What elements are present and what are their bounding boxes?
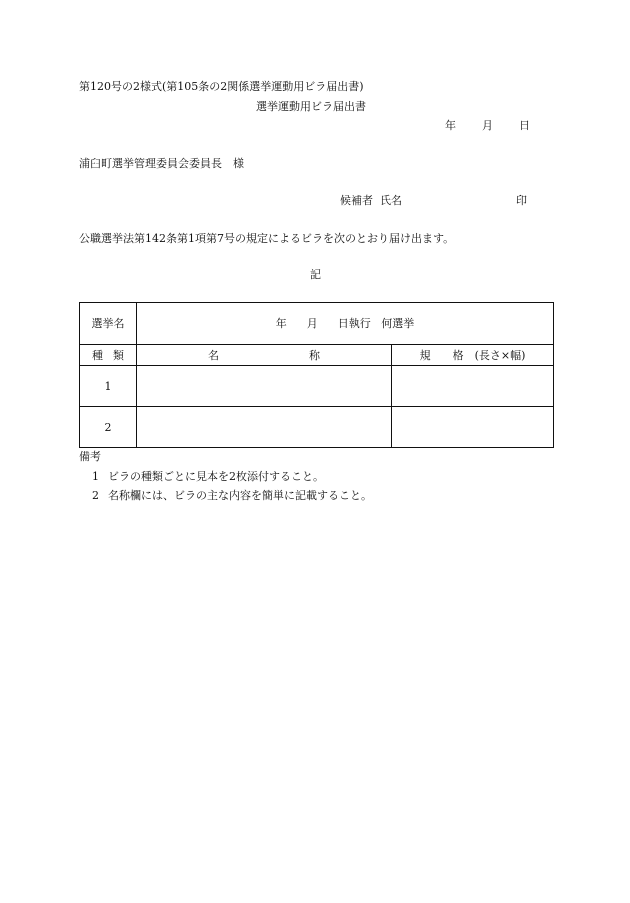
form-number: 第120号の2様式(第105条の2関係選挙運動用ビラ届出書) (79, 80, 364, 93)
election-month: 月 (306, 317, 318, 330)
note-number: 1 (92, 470, 99, 483)
addressee: 浦臼町選挙管理委員会委員長 様 (79, 157, 244, 170)
header-name-b: 称 (309, 348, 320, 362)
header-spec: 規 格 (長さ×幅) (392, 345, 554, 366)
seal-mark: 印 (516, 194, 527, 207)
document-title: 選挙運動用ビラ届出書 (256, 100, 366, 113)
candidate-line (340, 195, 402, 206)
election-value[interactable] (137, 303, 554, 345)
statement: 公職選挙法第142条第1項第7号の規定によるビラを次のとおり届け出ます。 (79, 232, 455, 245)
row-name-cell[interactable] (137, 407, 392, 448)
note-text: ビラの種類ごとに見本を2枚添付すること。 (108, 470, 324, 483)
date-day: 日 (519, 119, 530, 132)
row-name-cell[interactable] (137, 366, 392, 407)
table-row (80, 407, 554, 448)
table-header-row (80, 345, 554, 366)
election-which: 何選挙 (381, 317, 415, 330)
row-spec-cell[interactable] (392, 366, 554, 407)
remarks-title: 備考 (79, 450, 101, 463)
header-type: 種類 (80, 345, 137, 366)
note-number: 2 (92, 489, 99, 502)
election-label: 選挙名 (80, 303, 137, 345)
note-text: 名称欄には、ビラの主な内容を簡単に記載すること。 (108, 489, 372, 502)
row-spec-cell[interactable] (392, 407, 554, 448)
row-number: 1 (80, 366, 137, 407)
election-day-held: 日執行 (337, 317, 371, 330)
ki-heading: 記 (310, 268, 321, 281)
header-name (137, 345, 392, 366)
election-year: 年 (275, 317, 287, 330)
candidate-name-label: 氏名 (380, 194, 402, 207)
row-number: 2 (80, 407, 137, 448)
election-row (80, 303, 554, 345)
filing-table (79, 302, 554, 448)
date-year: 年 (445, 119, 456, 132)
remark-note (92, 490, 372, 501)
date-line (445, 120, 530, 131)
table-row (80, 366, 554, 407)
date-month: 月 (482, 119, 493, 132)
header-name-a: 名 (208, 348, 219, 362)
candidate-label: 候補者 (340, 194, 373, 207)
remark-note (92, 471, 324, 482)
